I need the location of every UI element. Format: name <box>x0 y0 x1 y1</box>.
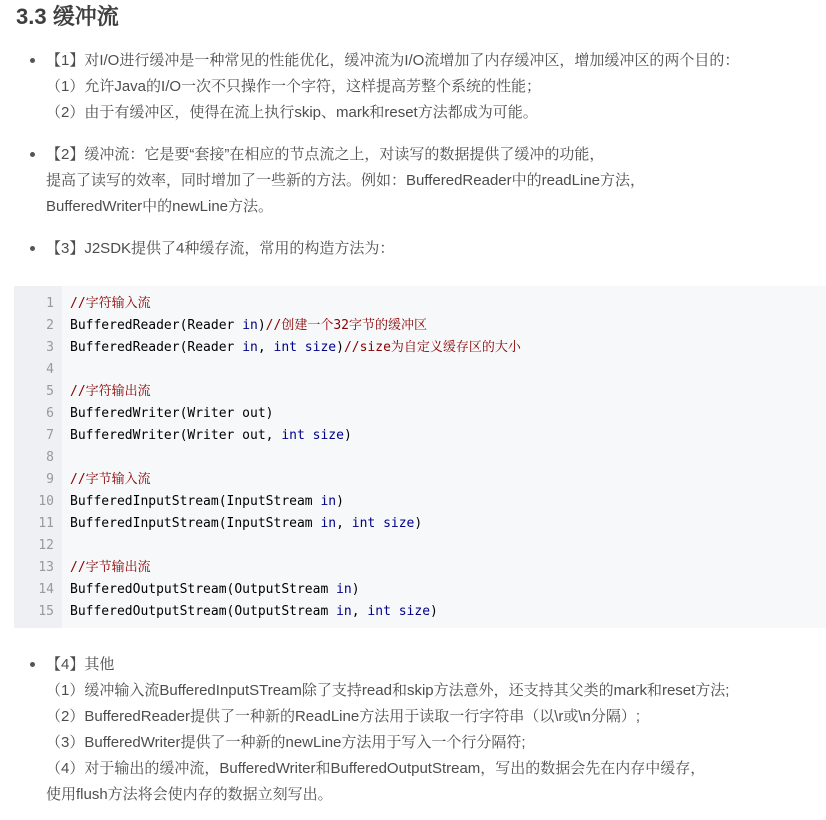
code-line <box>14 293 826 315</box>
code-keyword: int size <box>281 428 344 443</box>
code-keyword: in <box>242 318 258 333</box>
code-comment: //字符输入流 <box>70 296 151 311</box>
bullet-dot <box>30 662 35 667</box>
line-number: 8 <box>46 450 54 465</box>
code-token: ) <box>336 494 344 509</box>
bullet-line: （2）由于有缓冲区，使得在流上执行skip、mark和reset方法都成为可能。 <box>46 104 538 121</box>
code-line <box>14 381 826 403</box>
line-number: 15 <box>38 604 54 619</box>
code-token: , <box>257 340 274 355</box>
bullet-line: （3）BufferedWriter提供了一种新的newLine方法用于写入一个行分隔符; <box>46 734 526 751</box>
code-comment: //创建一个32字节的缓冲区 <box>265 318 427 333</box>
line-number: 12 <box>38 538 54 553</box>
code-text <box>70 491 344 513</box>
bullet-line: （1）允许Java的I/O一次不只操作一个字符，这样提高芳整个系统的性能； <box>46 78 542 95</box>
code-text <box>70 403 274 425</box>
code-token: BufferedOutputStream(OutputStream <box>70 582 337 597</box>
line-number: 13 <box>38 560 54 575</box>
code-keyword: in <box>336 604 352 619</box>
line-number: 7 <box>46 428 54 443</box>
code-text <box>70 469 151 491</box>
bullet-line: 【2】缓冲流：它是要“套接”在相应的节点流之上，对读写的数据提供了缓冲的功能， <box>46 146 605 163</box>
code-line <box>14 315 826 337</box>
code-line <box>14 359 826 381</box>
code-line <box>14 403 826 425</box>
code-text <box>70 513 422 535</box>
bullet-line: 【1】对I/O进行缓冲是一种常见的性能优化，缓冲流为I/O流增加了内存缓冲区，增加缓冲区的两个目的： <box>46 52 740 69</box>
line-number: 4 <box>46 362 54 377</box>
code-line <box>14 425 826 447</box>
code-keyword: int size <box>367 604 431 619</box>
code-text <box>70 337 521 359</box>
code-token: ) <box>430 604 438 619</box>
code-token: ) <box>336 340 344 355</box>
bullet-line: 提高了读写的效率，同时增加了一些新的方法。例如：BufferedReader中的readLine方法， <box>46 172 646 189</box>
line-number: 10 <box>38 494 54 509</box>
bullet-line: 【4】其他 <box>46 656 115 673</box>
code-line <box>14 601 826 623</box>
code-keyword: in <box>336 582 352 597</box>
code-line <box>14 491 826 513</box>
code-text <box>70 425 352 447</box>
code-token: , <box>351 604 368 619</box>
code-comment: //字符输出流 <box>70 384 151 399</box>
code-token: ) <box>351 582 360 597</box>
code-token: , <box>336 516 352 531</box>
code-keyword: in <box>242 340 258 355</box>
code-text <box>70 601 438 623</box>
code-keyword: int size <box>273 340 337 355</box>
line-number: 9 <box>46 472 54 487</box>
code-keyword: int size <box>351 516 415 531</box>
code-token: BufferedReader(Reader <box>70 318 243 333</box>
code-line <box>14 337 826 359</box>
code-token: BufferedInputStream(InputStream <box>70 494 321 509</box>
code-line <box>14 535 826 557</box>
code-token: BufferedReader(Reader <box>70 340 243 355</box>
code-token: BufferedOutputStream(OutputStream <box>70 604 337 619</box>
bullet-line: 【3】J2SDK提供了4种缓存流，常用的构造方法为： <box>46 240 395 257</box>
bullet-line: （4）对于输出的缓冲流，BufferedWriter和BufferedOutputStream，写出的数据会先在内存中缓存， <box>46 760 706 777</box>
code-text <box>70 381 151 403</box>
code-keyword: in <box>320 494 337 509</box>
line-number: 6 <box>46 406 54 421</box>
code-comment: //size为自定义缓存区的大小 <box>343 340 521 355</box>
bullet-dot <box>30 58 35 63</box>
code-text <box>70 557 151 579</box>
code-comment: //字节输出流 <box>70 560 151 575</box>
section-heading: 3.3 缓冲流 <box>16 4 119 29</box>
code-line <box>14 513 826 535</box>
bullet-line: 使用flush方法将会使内存的数据立刻写出。 <box>46 786 333 803</box>
code-token: ) <box>414 516 423 531</box>
code-token: ) <box>343 428 352 443</box>
code-token: ) <box>257 318 266 333</box>
line-number: 3 <box>46 340 54 355</box>
line-number: 14 <box>38 582 54 597</box>
line-number: 11 <box>38 516 54 531</box>
code-token: BufferedWriter(Writer out) <box>70 406 274 421</box>
code-line <box>14 469 826 491</box>
code-text <box>70 293 151 315</box>
code-keyword: in <box>320 516 337 531</box>
code-line <box>14 447 826 469</box>
line-number: 1 <box>46 296 54 311</box>
code-comment: //字节输入流 <box>70 472 151 487</box>
code-token: BufferedWriter(Writer out, <box>70 428 282 443</box>
code-block <box>14 286 826 628</box>
code-line <box>14 579 826 601</box>
code-text <box>70 579 360 601</box>
line-number: 2 <box>46 318 54 333</box>
line-number: 5 <box>46 384 54 399</box>
code-text <box>70 315 427 337</box>
bullet-line: BufferedWriter中的newLine方法。 <box>46 198 274 215</box>
bullet-line: （1）缓冲输入流BufferedInputSTream除了支持read和skip方法意外，还支持其父类的mark和reset方法; <box>46 682 730 699</box>
bullet-line: （2）BufferedReader提供了一种新的ReadLine方法用于读取一行字符串（以\r或\n分隔）; <box>46 708 641 725</box>
code-line <box>14 557 826 579</box>
bullet-dot <box>30 152 35 157</box>
bullet-dot <box>30 246 35 251</box>
code-token: BufferedInputStream(InputStream <box>70 516 321 531</box>
